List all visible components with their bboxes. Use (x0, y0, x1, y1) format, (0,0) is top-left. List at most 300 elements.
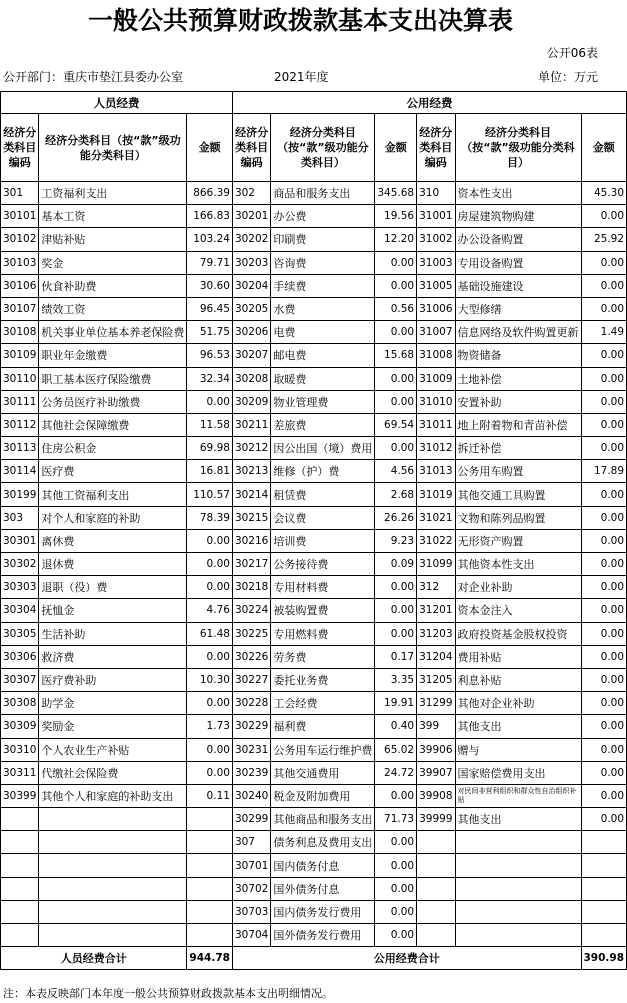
code-cell: 31007 (417, 321, 455, 344)
table-row (1, 784, 627, 807)
code-cell: 30109 (1, 344, 39, 367)
amount-cell: 0.00 (581, 251, 627, 274)
amount-cell: 25.92 (581, 228, 627, 251)
name-cell: 租赁费 (271, 483, 375, 506)
amount-cell: 0.00 (581, 437, 627, 460)
code-cell: 31013 (417, 460, 455, 483)
code-cell: 30299 (232, 808, 270, 831)
amount-cell (581, 924, 627, 947)
code-cell: 30229 (232, 715, 270, 738)
code-cell: 30107 (1, 297, 39, 320)
amount-cell: 0.00 (187, 738, 233, 761)
name-cell: 拆迁补偿 (455, 437, 581, 460)
name-cell: 国外债务发行费用 (271, 924, 375, 947)
name-cell: 助学金 (39, 692, 187, 715)
code-cell (417, 924, 455, 947)
amount-cell (581, 877, 627, 900)
table-row (1, 622, 627, 645)
code-cell: 312 (417, 576, 455, 599)
code-cell: 31008 (417, 344, 455, 367)
table-row (1, 228, 627, 251)
code-cell: 30207 (232, 344, 270, 367)
name-cell: 国家赔偿费用支出 (455, 761, 581, 784)
name-cell: 邮电费 (271, 344, 375, 367)
amount-cell: 0.00 (187, 390, 233, 413)
name-cell: 委托业务费 (271, 668, 375, 691)
code-cell: 30211 (232, 413, 270, 436)
amount-cell: 0.00 (187, 529, 233, 552)
amount-cell (581, 900, 627, 923)
amount-cell: 0.00 (581, 668, 627, 691)
amount-cell: 2.68 (375, 483, 417, 506)
table-row (1, 599, 627, 622)
code-cell: 30214 (232, 483, 270, 506)
code-cell (1, 854, 39, 877)
code-cell: 30108 (1, 321, 39, 344)
table-row (1, 924, 627, 947)
amount-cell: 0.09 (375, 553, 417, 576)
name-cell: 奖励金 (39, 715, 187, 738)
amount-cell: 0.00 (375, 831, 417, 854)
table-row (1, 321, 627, 344)
amount-cell: 0.00 (375, 576, 417, 599)
name-cell: 绩效工资 (39, 297, 187, 320)
code-cell: 30228 (232, 692, 270, 715)
code-cell: 30113 (1, 437, 39, 460)
name-cell: 文物和陈列品购置 (455, 506, 581, 529)
code-cell: 30201 (232, 205, 270, 228)
amount-cell: 0.00 (581, 553, 627, 576)
name-cell (39, 831, 187, 854)
amount-cell: 0.00 (187, 553, 233, 576)
amount-cell: 0.00 (375, 924, 417, 947)
name-cell: 退休费 (39, 553, 187, 576)
table-row (1, 182, 627, 205)
amount-cell: 0.00 (375, 251, 417, 274)
amount-cell: 0.00 (187, 645, 233, 668)
amount-cell: 0.00 (581, 715, 627, 738)
name-cell: 职业年金缴费 (39, 344, 187, 367)
personnel-total-value: 944.78 (187, 947, 233, 970)
name-header: 经济分类科目（按“款”级功能分类科目） (455, 114, 581, 182)
code-cell: 30701 (232, 854, 270, 877)
amount-cell: 0.00 (581, 622, 627, 645)
amount-cell: 16.81 (187, 460, 233, 483)
name-cell: 离休费 (39, 529, 187, 552)
name-cell: 生活补助 (39, 622, 187, 645)
table-row (1, 761, 627, 784)
name-cell: 对企业补助 (455, 576, 581, 599)
amount-cell: 166.83 (187, 205, 233, 228)
amount-cell: 0.00 (581, 297, 627, 320)
code-cell: 31205 (417, 668, 455, 691)
name-cell: 资本金注入 (455, 599, 581, 622)
code-cell: 30209 (232, 390, 270, 413)
name-cell (39, 900, 187, 923)
code-cell: 30112 (1, 413, 39, 436)
name-cell: 公务接待费 (271, 553, 375, 576)
name-cell: 利息补贴 (455, 668, 581, 691)
table-row (1, 576, 627, 599)
code-cell: 31001 (417, 205, 455, 228)
table-row (1, 553, 627, 576)
code-cell: 31005 (417, 274, 455, 297)
code-cell: 307 (232, 831, 270, 854)
amount-cell: 0.00 (375, 622, 417, 645)
amount-cell: 103.24 (187, 228, 233, 251)
amount-cell: 17.89 (581, 460, 627, 483)
amount-cell: 0.00 (187, 576, 233, 599)
amount-header: 金额 (581, 114, 627, 182)
code-cell: 30309 (1, 715, 39, 738)
department-label: 公开部门：重庆市垫江县委办公室 (3, 70, 184, 84)
name-cell: 取暖费 (271, 367, 375, 390)
name-cell: 救济费 (39, 645, 187, 668)
code-cell: 30301 (1, 529, 39, 552)
code-cell (417, 877, 455, 900)
code-cell: 31012 (417, 437, 455, 460)
table-row (1, 877, 627, 900)
name-cell: 对民间非营利组织和群众性自治组织补贴 (455, 784, 581, 807)
name-cell: 医疗费补助 (39, 668, 187, 691)
amount-cell: 0.00 (581, 645, 627, 668)
amount-cell: 0.00 (187, 761, 233, 784)
name-cell: 土地补偿 (455, 367, 581, 390)
code-cell: 30231 (232, 738, 270, 761)
name-cell: 物业管理费 (271, 390, 375, 413)
name-cell: 差旅费 (271, 413, 375, 436)
public-total-value: 390.98 (581, 947, 627, 970)
amount-cell: 0.00 (581, 413, 627, 436)
amount-cell: 96.53 (187, 344, 233, 367)
code-cell: 30103 (1, 251, 39, 274)
code-cell: 30206 (232, 321, 270, 344)
public-header: 公用经费 (232, 92, 626, 114)
table-row (1, 692, 627, 715)
amount-cell: 0.00 (375, 900, 417, 923)
name-header: 经济分类科目（按“款”级功能分类科目） (271, 114, 375, 182)
amount-cell: 0.00 (375, 437, 417, 460)
code-cell: 30204 (232, 274, 270, 297)
table-row (1, 854, 627, 877)
name-cell: 信息网络及软件购置更新 (455, 321, 581, 344)
code-header: 经济分类科目编码 (417, 114, 455, 182)
name-cell (39, 924, 187, 947)
name-cell (39, 877, 187, 900)
amount-cell: 19.91 (375, 692, 417, 715)
name-cell: 印刷费 (271, 228, 375, 251)
name-cell: 工会经费 (271, 692, 375, 715)
amount-cell: 0.00 (581, 367, 627, 390)
personnel-header: 人员经费 (1, 92, 233, 114)
name-cell: 国外债务付息 (271, 877, 375, 900)
name-cell (455, 924, 581, 947)
amount-cell: 0.56 (375, 297, 417, 320)
name-cell: 其他交通费用 (271, 761, 375, 784)
name-cell: 办公费 (271, 205, 375, 228)
table-row (1, 413, 627, 436)
code-cell: 30227 (232, 668, 270, 691)
amount-cell (187, 808, 233, 831)
name-cell: 资本性支出 (455, 182, 581, 205)
code-cell: 30308 (1, 692, 39, 715)
amount-cell: 110.57 (187, 483, 233, 506)
amount-cell: 15.68 (375, 344, 417, 367)
code-cell: 30704 (232, 924, 270, 947)
name-cell: 公务用车运行维护费 (271, 738, 375, 761)
code-cell: 30213 (232, 460, 270, 483)
amount-cell: 0.00 (375, 784, 417, 807)
amount-cell: 71.73 (375, 808, 417, 831)
amount-cell: 0.00 (187, 692, 233, 715)
amount-cell: 0.00 (581, 483, 627, 506)
amount-cell: 0.11 (187, 784, 233, 807)
table-row (1, 460, 627, 483)
name-cell: 伙食补助费 (39, 274, 187, 297)
code-cell (1, 877, 39, 900)
table-row (1, 900, 627, 923)
name-cell: 职工基本医疗保险缴费 (39, 367, 187, 390)
code-header: 经济分类科目编码 (1, 114, 39, 182)
code-cell: 30225 (232, 622, 270, 645)
name-cell: 其他对企业补助 (455, 692, 581, 715)
code-cell: 31021 (417, 506, 455, 529)
amount-cell: 0.00 (581, 344, 627, 367)
name-cell: 维修（护）费 (271, 460, 375, 483)
code-cell: 30216 (232, 529, 270, 552)
amount-cell: 866.39 (187, 182, 233, 205)
name-cell: 物资储备 (455, 344, 581, 367)
name-cell: 电费 (271, 321, 375, 344)
code-cell: 30703 (232, 900, 270, 923)
name-cell: 其他交通工具购置 (455, 483, 581, 506)
name-cell: 会议费 (271, 506, 375, 529)
amount-cell: 30.60 (187, 274, 233, 297)
amount-cell (187, 877, 233, 900)
amount-cell (581, 854, 627, 877)
code-cell: 30114 (1, 460, 39, 483)
name-cell: 其他支出 (455, 808, 581, 831)
code-cell (417, 831, 455, 854)
amount-cell: 345.68 (375, 182, 417, 205)
name-cell: 工资福利支出 (39, 182, 187, 205)
code-cell: 31022 (417, 529, 455, 552)
name-cell: 债务利息及费用支出 (271, 831, 375, 854)
table-row (1, 808, 627, 831)
name-cell: 机关事业单位基本养老保险费 (39, 321, 187, 344)
amount-cell: 0.00 (581, 506, 627, 529)
amount-cell: 0.00 (581, 576, 627, 599)
public-total-label: 公用经费合计 (232, 947, 581, 970)
amount-cell: 96.45 (187, 297, 233, 320)
amount-cell: 0.00 (581, 599, 627, 622)
amount-cell: 78.39 (187, 506, 233, 529)
table-row (1, 506, 627, 529)
amount-cell: 0.00 (581, 761, 627, 784)
name-cell: 基础设施建设 (455, 274, 581, 297)
code-cell: 30311 (1, 761, 39, 784)
name-cell: 津贴补贴 (39, 228, 187, 251)
amount-cell (187, 900, 233, 923)
amount-cell: 0.00 (581, 390, 627, 413)
table-row (1, 738, 627, 761)
name-cell (39, 808, 187, 831)
name-cell: 商品和服务支出 (271, 182, 375, 205)
code-cell: 31003 (417, 251, 455, 274)
code-cell: 30218 (232, 576, 270, 599)
name-cell: 赠与 (455, 738, 581, 761)
code-header: 经济分类科目编码 (232, 114, 270, 182)
name-cell: 基本工资 (39, 205, 187, 228)
table-row (1, 274, 627, 297)
amount-cell: 51.75 (187, 321, 233, 344)
code-cell: 31009 (417, 367, 455, 390)
code-cell (417, 854, 455, 877)
code-cell: 31099 (417, 553, 455, 576)
name-cell: 手续费 (271, 274, 375, 297)
code-cell: 39999 (417, 808, 455, 831)
name-cell: 房屋建筑物购建 (455, 205, 581, 228)
code-cell: 31010 (417, 390, 455, 413)
amount-cell: 0.00 (581, 808, 627, 831)
name-cell: 无形资产购置 (455, 529, 581, 552)
table-row (1, 344, 627, 367)
amount-cell: 11.58 (187, 413, 233, 436)
name-cell: 大型修缮 (455, 297, 581, 320)
name-cell: 医疗费 (39, 460, 187, 483)
code-cell: 30101 (1, 205, 39, 228)
amount-cell: 10.30 (187, 668, 233, 691)
name-cell: 代缴社会保险费 (39, 761, 187, 784)
name-cell: 公务用车购置 (455, 460, 581, 483)
amount-cell: 12.20 (375, 228, 417, 251)
amount-cell: 65.02 (375, 738, 417, 761)
amount-cell: 0.00 (581, 692, 627, 715)
name-cell: 水费 (271, 297, 375, 320)
code-cell: 30702 (232, 877, 270, 900)
code-cell (1, 831, 39, 854)
amount-cell: 0.00 (581, 274, 627, 297)
name-cell: 培训费 (271, 529, 375, 552)
name-cell: 政府投资基金股权投资 (455, 622, 581, 645)
name-cell: 福利费 (271, 715, 375, 738)
name-cell (455, 854, 581, 877)
code-cell: 30302 (1, 553, 39, 576)
code-cell: 30307 (1, 668, 39, 691)
table-row (1, 251, 627, 274)
code-cell: 30226 (232, 645, 270, 668)
name-cell: 其他工资福利支出 (39, 483, 187, 506)
amount-cell: 32.34 (187, 367, 233, 390)
amount-cell: 0.00 (375, 390, 417, 413)
amount-cell: 0.00 (581, 738, 627, 761)
code-cell: 31299 (417, 692, 455, 715)
name-cell (455, 877, 581, 900)
table-row (1, 390, 627, 413)
code-cell (1, 808, 39, 831)
code-cell: 302 (232, 182, 270, 205)
name-cell: 专用材料费 (271, 576, 375, 599)
amount-cell (581, 831, 627, 854)
name-cell: 国内债务付息 (271, 854, 375, 877)
code-cell: 30215 (232, 506, 270, 529)
amount-cell: 79.71 (187, 251, 233, 274)
code-cell: 30224 (232, 599, 270, 622)
code-cell: 30106 (1, 274, 39, 297)
name-cell: 办公设备购置 (455, 228, 581, 251)
code-cell: 31002 (417, 228, 455, 251)
table-row (1, 483, 627, 506)
amount-cell: 1.49 (581, 321, 627, 344)
name-cell: 其他社会保障缴费 (39, 413, 187, 436)
personnel-total-label: 人员经费合计 (1, 947, 187, 970)
footnote: 注：本表反映部门本年度一般公共预算财政拨款基本支出明细情况。 (3, 987, 333, 1000)
code-cell: 31201 (417, 599, 455, 622)
table-row (1, 367, 627, 390)
name-cell (455, 831, 581, 854)
code-cell: 30205 (232, 297, 270, 320)
name-cell: 税金及附加费用 (271, 784, 375, 807)
page-title: 一般公共预算财政拨款基本支出决算表 (87, 6, 513, 35)
amount-cell: 0.00 (581, 529, 627, 552)
form-number: 公开06表 (546, 46, 598, 60)
name-cell: 其他个人和家庭的补助支出 (39, 784, 187, 807)
name-cell: 专用设备购置 (455, 251, 581, 274)
code-cell (1, 900, 39, 923)
year-label: 2021年度 (274, 70, 329, 84)
code-cell (1, 924, 39, 947)
code-cell: 39907 (417, 761, 455, 784)
code-cell: 30304 (1, 599, 39, 622)
name-cell: 因公出国（境）费用 (271, 437, 375, 460)
code-cell (417, 900, 455, 923)
code-cell: 30111 (1, 390, 39, 413)
code-cell: 30110 (1, 367, 39, 390)
table-row (1, 297, 627, 320)
amount-cell: 0.00 (375, 854, 417, 877)
table-row (1, 529, 627, 552)
name-cell (39, 854, 187, 877)
name-cell: 地上附着物和青苗补偿 (455, 413, 581, 436)
amount-cell: 61.48 (187, 622, 233, 645)
amount-cell: 4.56 (375, 460, 417, 483)
code-cell: 30203 (232, 251, 270, 274)
amount-cell (187, 831, 233, 854)
code-cell: 30310 (1, 738, 39, 761)
table-row (1, 205, 627, 228)
amount-cell: 26.26 (375, 506, 417, 529)
code-cell: 30240 (232, 784, 270, 807)
amount-cell: 3.35 (375, 668, 417, 691)
amount-cell: 4.76 (187, 599, 233, 622)
code-cell: 301 (1, 182, 39, 205)
amount-cell: 0.00 (375, 321, 417, 344)
name-cell: 安置补助 (455, 390, 581, 413)
code-cell: 30102 (1, 228, 39, 251)
amount-cell: 0.00 (375, 274, 417, 297)
code-cell: 30212 (232, 437, 270, 460)
code-cell: 30202 (232, 228, 270, 251)
name-cell (455, 900, 581, 923)
code-cell: 30305 (1, 622, 39, 645)
amount-cell: 45.30 (581, 182, 627, 205)
name-cell: 其他商品和服务支出 (271, 808, 375, 831)
code-cell: 399 (417, 715, 455, 738)
name-cell: 退职（役）费 (39, 576, 187, 599)
amount-cell: 19.56 (375, 205, 417, 228)
amount-cell: 0.40 (375, 715, 417, 738)
name-cell: 咨询费 (271, 251, 375, 274)
